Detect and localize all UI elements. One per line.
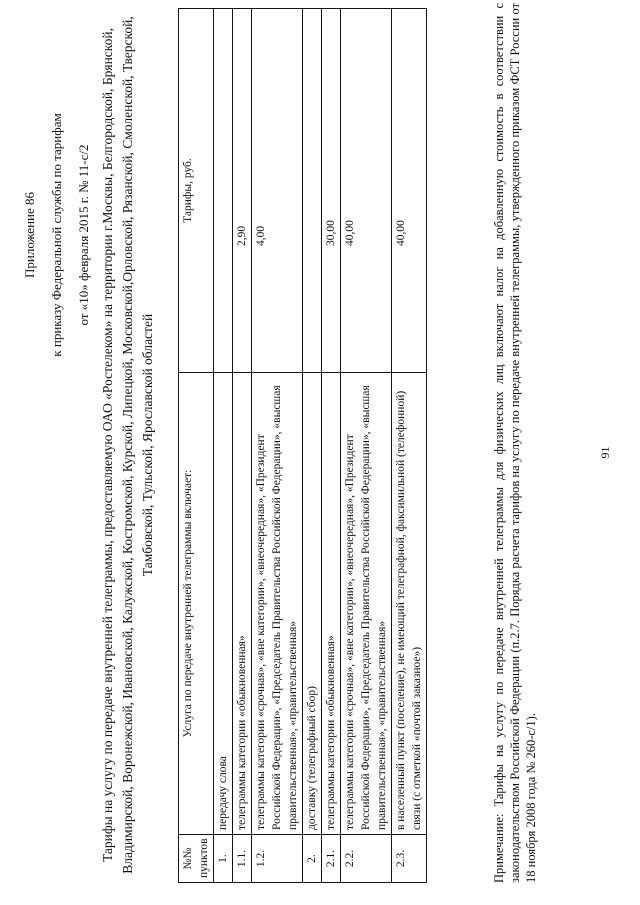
row-tariff: 40,00 — [392, 9, 427, 373]
row-number: 2. — [303, 835, 322, 883]
row-number: 2.1. — [322, 835, 341, 883]
appendix-date: от «10» февраля 2015 г. № 11-с/2 — [76, 144, 91, 326]
row-tariff: 2,90 — [233, 9, 252, 373]
header-tariff: Тарифы, руб. — [179, 9, 214, 373]
table-header-row — [179, 9, 214, 883]
row-service: телеграммы категории «обыкновенная» — [233, 373, 252, 835]
row-service: в населенный пункт (поселение), не имеющий телеграфной, факсимильной (телефонной) связи (с отметкой «почтой заказное») — [392, 373, 427, 835]
row-tariff — [214, 9, 233, 373]
table-row — [233, 9, 252, 883]
appendix-number: Приложение 86 — [22, 191, 37, 279]
document-title: Тарифы на услугу по передаче внутренней телеграммы, предоставляемую ОАО «Ростелеком» на территории г.Москвы, Белгородской, Брянской, Владимирской, Воронежской, Ивановской, Калужской, Костромской, Курской, Липецкой, Московской,Орловской, Рязанской, Смоленской, Тверской, Тамбовской, Тульской, Ярославской областей — [100, 16, 155, 874]
appendix-order: к приказу Федеральной службы по тарифам — [49, 113, 64, 357]
appendix-block — [16, 35, 97, 435]
header-item-number: №№ пунктов — [179, 835, 214, 883]
row-number: 2.3. — [392, 835, 427, 883]
table-row — [392, 9, 427, 883]
row-service: передачу слова — [214, 373, 233, 835]
header-service: Услуга по передаче внутренней телеграммы включает: — [179, 373, 214, 835]
row-tariff: 4,00 — [252, 9, 303, 373]
row-service: доставку (телеграфный сбор) — [303, 373, 322, 835]
table-row — [303, 9, 322, 883]
row-number: 1. — [214, 835, 233, 883]
row-tariff: 30,00 — [322, 9, 341, 373]
footnote: Примечание: Тарифы на услугу по передаче внутренней телеграммы для физических лиц включают налог на добавленную стоимость в соответствии с законодательством Российской Федерации (п.2.7. Порядка расчета тарифов на услугу по передаче внутренней телеграммы, утвержденного приказом ФСТ России от 18 ноября 2008 года № 260-с/1). — [492, 3, 538, 883]
table-row — [214, 9, 233, 883]
table-row — [252, 9, 303, 883]
row-service: телеграммы категории «срочная», «вне категории», «внеочередная», «Президент Российской Федерации», «Председатель Правительства Российской Федерации», «высшая правительственная», «правительственная» — [252, 373, 303, 835]
row-service: телеграммы категории «обыкновенная» — [322, 373, 341, 835]
page-number: 91 — [598, 446, 612, 459]
row-service: телеграммы категории «срочная», «вне категории», «внеочередная», «Президент Российской Федерации», «Председатель Правительства Российской Федерации», «высшая правительственная», «правительственная» — [341, 373, 392, 835]
row-number: 1.2. — [252, 835, 303, 883]
table-row — [322, 9, 341, 883]
table-row — [341, 9, 392, 883]
tariff-table — [178, 8, 427, 883]
row-tariff: 40,00 — [341, 9, 392, 373]
row-tariff — [303, 9, 322, 373]
row-number: 1.1. — [233, 835, 252, 883]
row-number: 2.2. — [341, 835, 392, 883]
